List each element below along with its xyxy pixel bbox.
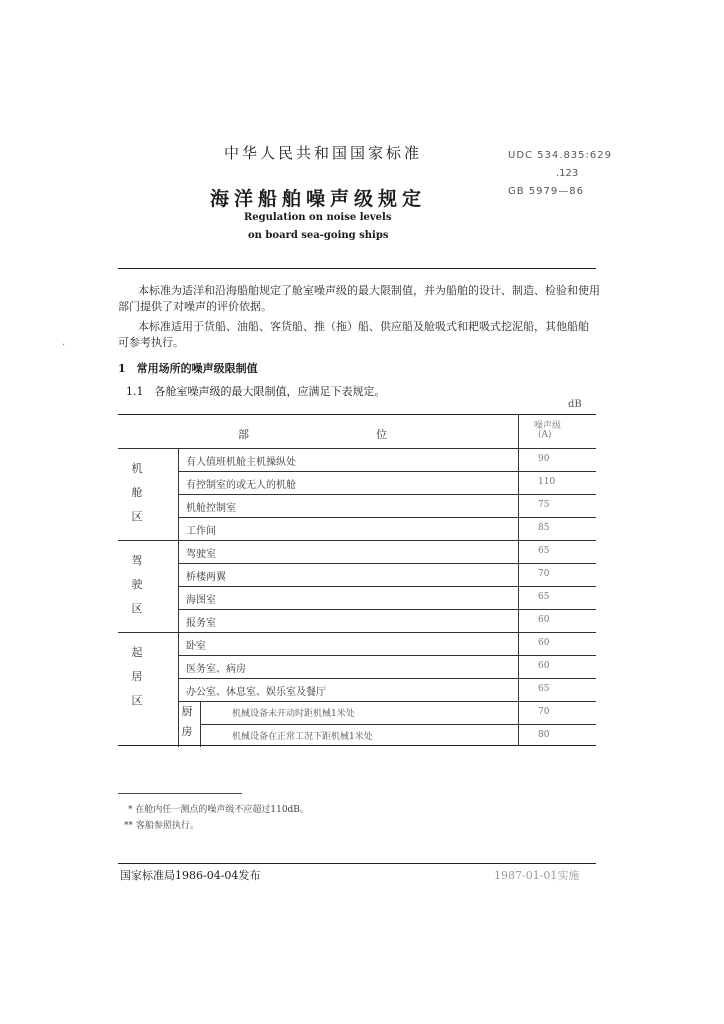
row-divider	[178, 517, 596, 518]
table-row-label: 机械设备未开动时距机械1米处	[232, 709, 355, 719]
group-label-char: 舱	[131, 486, 143, 499]
implementation-date: 1987-01-01实施	[494, 869, 580, 882]
table-row-value: 70	[538, 707, 550, 717]
row-divider	[178, 471, 596, 472]
table-row-value: 80	[538, 730, 550, 740]
table-top-rule	[118, 414, 596, 415]
table-row-value: 60	[538, 661, 550, 671]
english-title-line1: Regulation on noise levels	[244, 212, 392, 223]
footnote-1: * 在舱内任一测点的噪声级不应超过110dB。	[128, 805, 309, 815]
table-header-part: 部	[238, 428, 249, 441]
table-row-value: 90	[538, 454, 550, 464]
english-title-line2: on board sea-going ships	[248, 230, 389, 241]
group-label-divider	[178, 632, 179, 747]
table-row-value: 65	[538, 592, 550, 602]
table-row-label: 医务室、病房	[186, 664, 246, 675]
table-row-value: 110	[538, 477, 556, 487]
table-bottom-rule	[118, 745, 596, 746]
row-divider	[178, 563, 596, 564]
table-row-label: 卧室	[186, 641, 206, 652]
group-label-char: 驶	[131, 578, 143, 591]
table-row-label: 驾驶室	[186, 549, 216, 560]
intro-paragraph1-line2: 部门提供了对噪声的评价依据。	[118, 300, 272, 313]
org-title: 中华人民共和国国家标准	[224, 144, 423, 162]
table-row-value: 65	[538, 684, 550, 694]
intro-paragraph2-line2: 可参考执行。	[118, 336, 184, 349]
intro-paragraph1-line1: 本标准为适洋和沿海船舶规定了舱室噪声级的最大限制值，并为船舶的设计、制造、检验和使用	[138, 284, 600, 297]
group-label-char: 区	[131, 694, 143, 707]
table-unit: dB	[568, 399, 582, 410]
table-row-label: 桥楼两翼	[186, 572, 226, 583]
subgroup-label-char: 厨	[181, 705, 193, 718]
footnote-2: ** 客船参照执行。	[124, 821, 199, 831]
group-label-char: 区	[131, 602, 143, 615]
row-divider	[178, 609, 596, 610]
header-divider	[118, 268, 596, 269]
table-row-label: 有控制室的或无人的机舱	[186, 480, 296, 491]
table-header-value-line2: (A)	[538, 430, 552, 440]
table-row-label: 机舱控制室	[186, 503, 236, 514]
udc-code-line1: UDC 534.835:629	[508, 150, 612, 161]
table-row-value: 60	[538, 615, 550, 625]
subgroup-label-char: 房	[181, 725, 193, 738]
row-divider	[200, 724, 596, 725]
row-divider	[178, 655, 596, 656]
group-label-char: 机	[131, 462, 143, 475]
group-divider	[118, 448, 596, 449]
table-row-label: 工作间	[186, 526, 216, 537]
footnote-divider	[118, 793, 242, 794]
table-header-position: 位	[376, 428, 387, 441]
table-row-label: 报务室	[186, 618, 216, 629]
footer-divider	[118, 863, 596, 864]
table-row-label: 海图室	[186, 595, 216, 606]
issue-date: 国家标准局1986-04-04发布	[120, 869, 261, 882]
table-row-value: 70	[538, 569, 550, 579]
section-heading: 1 常用场所的噪声级限制值	[118, 362, 258, 375]
table-row-label: 有人值班机舱主机操纵处	[186, 457, 296, 468]
row-divider	[178, 701, 596, 702]
group-label-char: 居	[131, 670, 143, 683]
table-row-value: 60	[538, 638, 550, 648]
value-column-divider	[518, 414, 519, 745]
group-label-char: 驾	[131, 554, 143, 567]
row-divider	[178, 586, 596, 587]
group-divider	[118, 540, 596, 541]
table-row-value: 65	[538, 546, 550, 556]
table-row-value: 85	[538, 523, 550, 533]
group-divider	[118, 632, 596, 633]
intro-paragraph2-line1: 本标准适用于货船、油船、客货船、推（拖）船、供应船及舱吸式和耙吸式挖泥船，其他船舶	[138, 320, 589, 333]
subsection-heading: 1.1 各舱室噪声级的最大限制值，应满足下表规定。	[126, 385, 386, 398]
udc-code-line2: .123	[556, 168, 579, 179]
row-divider	[178, 678, 596, 679]
table-row-label: 办公室、休息室、娱乐室及餐厅	[186, 687, 326, 698]
group-label-char: 起	[131, 646, 143, 659]
document-title: 海洋船舶噪声级规定	[210, 188, 427, 210]
table-row-label: 机械设备在正常工况下距机械1米处	[232, 732, 373, 742]
table-header-value-line1: 噪声级	[534, 421, 562, 431]
row-divider	[178, 494, 596, 495]
group-label-char: 区	[131, 510, 143, 523]
gb-code: GB 5979—86	[508, 186, 584, 197]
table-row-value: 75	[538, 500, 550, 510]
margin-mark: ·	[62, 340, 66, 351]
